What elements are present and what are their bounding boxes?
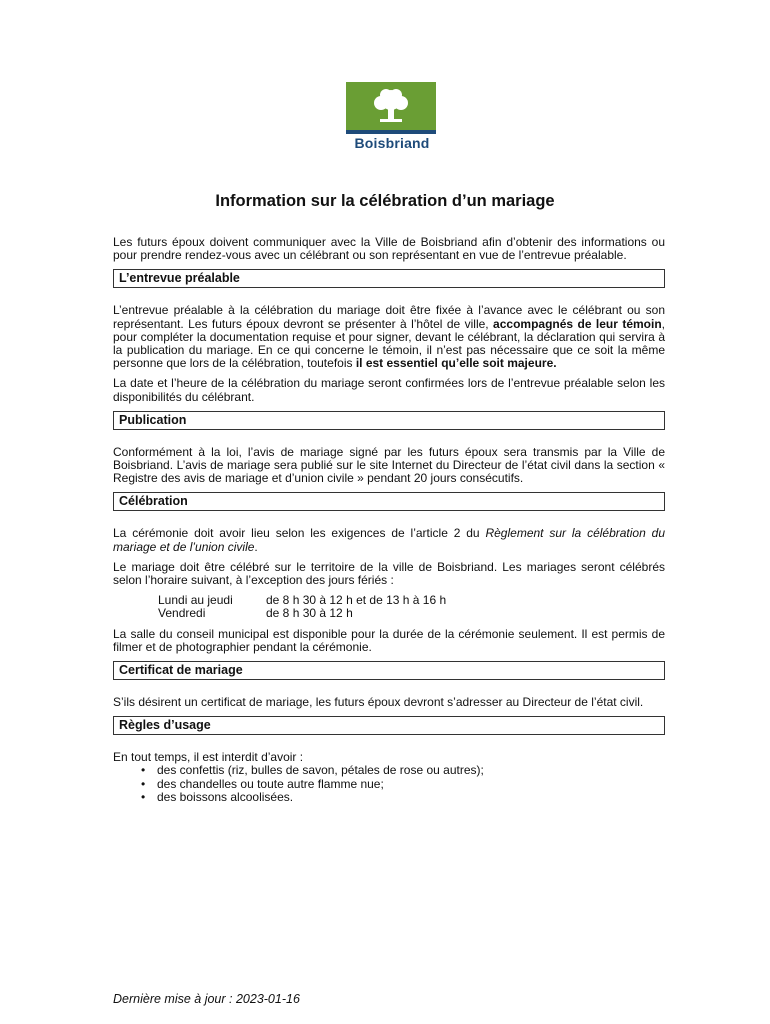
entrevue-text-d: il est essentiel qu’elle soit majeure. (355, 356, 557, 371)
hours-day: Vendredi (158, 606, 206, 621)
entrevue-paragraph-2: La date et l’heure de la célébration du mariage seront confirmées lors de l’entrevue préalable selon les disponibilités du célébrant. (113, 376, 665, 404)
hours-time: de 8 h 30 à 12 h (266, 606, 353, 621)
logo-stripe (346, 130, 436, 134)
logo-badge (346, 82, 436, 130)
section-heading-publication: Publication (113, 411, 665, 430)
document-body (113, 236, 665, 804)
celebration-paragraph-2: Le mariage doit être célébré sur le territoire de la ville de Boisbriand. Les mariages seront célébrés selon l’horaire suivant, à l’exception des jours fériés : (113, 559, 665, 588)
list-item: • des chandelles ou toute autre flamme nue; (141, 778, 665, 791)
certificat-paragraph: S’ils désirent un certificat de mariage, les futurs époux devront s’adresser au Directeur de l’état civil. (113, 695, 644, 710)
celebration-hours (158, 594, 665, 620)
hours-row (158, 594, 665, 607)
entrevue-paragraph-1 (113, 304, 665, 370)
hours-day: Lundi au jeudi (158, 593, 233, 608)
list-item: • des boissons alcoolisées. (141, 791, 665, 804)
section-heading-entrevue: L’entrevue préalable (113, 269, 665, 288)
last-updated: Dernière mise à jour : 2023-01-16 (113, 992, 300, 1006)
celebration-regulation-title: Règlement sur la célébration du mariage et de l’union civile (113, 526, 665, 554)
celebration-paragraph-3: La salle du conseil municipal est disponible pour la durée de la cérémonie seulement. Il est permis de filmer et de photographier pendant la cérémonie. (113, 626, 665, 654)
section-heading-certificat: Certificat de mariage (113, 661, 665, 680)
hours-time: de 8 h 30 à 12 h et de 13 h à 16 h (266, 593, 447, 608)
section-heading-celebration: Célébration (113, 492, 665, 511)
hours-row (158, 607, 665, 620)
tree-icon (346, 82, 436, 130)
list-item: • des confettis (riz, bulles de savon, pétales de rose ou autres); (141, 764, 665, 777)
page-title: Information sur la célébration d’un mariage (215, 192, 555, 210)
celebration-text-a: La cérémonie doit avoir lieu selon les exigences de l’article 2 du (113, 526, 486, 541)
entrevue-text-c: , pour compléter la documentation requise et pour signer, devant le célébrant, la déclaration qui servira à la publication du mariage. En ce qui concerne le témoin, il n’est pas nécessaire que ce soit la même personne que lors de la célébration, toutefois (113, 316, 665, 371)
entrevue-text-a: L’entrevue préalable à la célébration du mariage doit être fixée à l’avance avec le célébrant ou son représentant. Les futurs époux devront se présenter à l’hôtel de ville, (113, 303, 665, 331)
regles-list (113, 764, 665, 804)
intro-paragraph: Les futurs époux doivent communiquer avec la Ville de Boisbriand afin d’obtenir des informations ou pour prendre rendez-vous avec un célébrant ou son représentant en vue de l’entrevue préalable. (113, 235, 665, 263)
publication-paragraph: Conformément à la loi, l’avis de mariage signé par les futurs époux sera transmis par la Ville de Boisbriand. L’avis de mariage sera publié sur le site Internet du Directeur de l’état civil dans la section « Registre des avis de mariage et d’union civile » pendant 20 jours consécutifs. (113, 444, 665, 486)
logo-wordmark: Boisbriand (354, 135, 430, 151)
section-heading-regles: Règles d’usage (113, 716, 665, 735)
regles-lead: En tout temps, il est interdit d’avoir : (113, 750, 304, 765)
celebration-text-c: . (254, 539, 258, 554)
entrevue-text-b: accompagnés de leur témoin (493, 316, 662, 331)
celebration-paragraph-1 (113, 527, 665, 553)
boisbriand-logo (346, 82, 438, 152)
